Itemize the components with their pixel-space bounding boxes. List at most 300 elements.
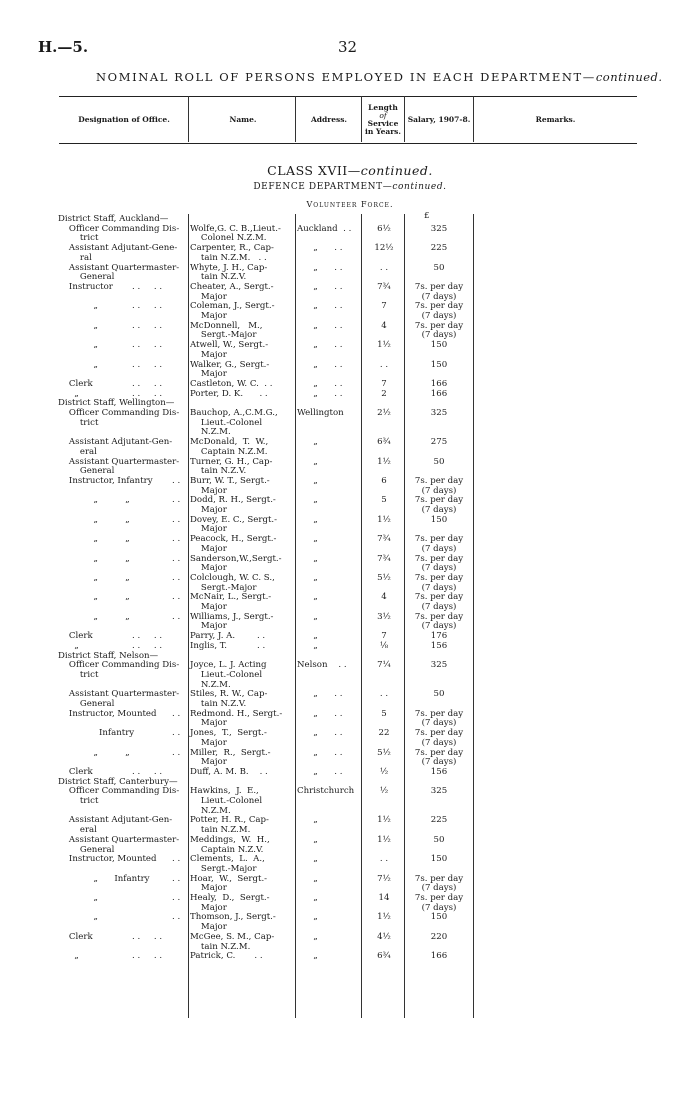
name-cell: Duff, A. M. B. . . [190,766,268,777]
length-of-service-cell: 14 [378,893,390,903]
name-cell: Porter, D. K. . . [190,388,268,399]
address-cell: „ [297,893,318,903]
designation-cell: eral [58,825,97,836]
salary-cell: (7 days) [421,883,457,894]
designation-cell: Clerk [58,631,93,642]
length-of-service-cell: 7¼ [377,660,391,671]
salary-cell: 7s. per day [414,572,464,583]
salary-cell: 50 [433,456,445,467]
name-cell: Hoar, W., Sergt.- [190,873,268,884]
col-length-line1: Length [368,103,398,113]
address-cell: „ [297,514,318,525]
designation-cell: Assistant Quartermaster- [58,262,180,273]
leader-dots: . . [172,893,181,903]
name-cell: Inglis, T. . . [190,640,266,651]
salary-cell: 225 [430,243,448,254]
name-cell: Atwell, W., Sergt.- [190,340,269,351]
name-cell: Major [190,602,227,612]
designation-cell: „ [58,320,98,331]
address-cell: Auckland . . [297,223,352,234]
name-cell: Meddings, W. H., [190,834,270,845]
address-cell: „ [297,534,318,545]
designation-cell: trict [58,669,99,680]
name-cell: tain N.Z.M. [190,941,251,952]
length-of-service-cell: 3½ [377,611,391,622]
address-cell: „ . . [297,689,343,700]
length-of-service-cell: 1½ [377,912,391,923]
salary-cell: 7s. per day [414,708,464,719]
designation-cell: „ Infantry [58,873,150,884]
designation-cell: Assistant Quartermaster- [58,456,180,467]
salary-cell: 220 [430,931,448,942]
name-cell: Captain N.Z.V. [190,844,264,855]
designation-cell: Infantry [58,728,135,739]
col-salary: Salary, 1907-8. [407,115,471,125]
name-cell: Major [190,369,227,380]
name-cell: McNair, L., Sergt.- [190,592,272,603]
address-cell: „ [297,437,318,448]
designation-cell: Assistant Adjutant-Gene- [58,243,178,254]
address-cell: „ [297,873,318,884]
length-of-service-cell: 5 [381,495,387,506]
leader-dots: . . [172,553,181,564]
address-cell: „ [297,592,318,603]
salary-cell: (7 days) [421,505,457,515]
salary-cell: (7 days) [421,291,457,302]
length-of-service-cell: 7 [381,301,387,312]
designation-cell: General [58,699,115,709]
page-number: 32 [338,38,358,56]
force-title: Volunteer Force. [306,200,394,209]
rule-body-5 [473,214,474,1018]
class-title-continued: continued. [360,163,433,178]
designation-cell: District Staff, Auckland— [58,214,169,224]
length-of-service-cell: 1½ [377,456,391,467]
address-cell: „ [297,572,318,583]
designation-cell: „ „ [58,534,130,545]
address-cell: „ [297,912,318,923]
length-of-service-cell: 6¾ [377,951,391,962]
salary-cell: 7s. per day [414,747,464,758]
name-cell: Major [190,621,227,632]
name-cell: Major [190,349,227,360]
col-length-line2: of [379,111,387,121]
section-reference: H.—5. [38,38,89,56]
length-of-service-cell: 6 [381,475,387,486]
name-cell: Potter, H. R., Cap- [190,815,269,826]
designation-cell: „ [58,951,79,962]
name-cell: tain N.Z.V. [190,466,247,477]
name-cell: tain N.Z.M. [190,825,251,836]
col-length-line4: in Years. [364,126,402,136]
leader-dots: . . . . [132,378,163,389]
name-cell: Whyte, J. H., Cap- [190,262,268,273]
name-cell: Sergt.-Major [190,330,257,341]
address-cell: „ . . [297,766,343,777]
address-cell: Nelson . . [297,660,347,671]
length-of-service-cell: 5½ [377,747,391,758]
salary-cell: 7s. per day [414,873,464,884]
name-cell: McDonnell, M., [190,320,263,331]
name-cell: Clements, L. A., [190,854,265,865]
name-cell: Major [190,902,227,913]
designation-cell: Officer Commanding Dis- [58,223,180,234]
name-cell: Major [190,757,227,768]
salary-cell: 150 [430,340,448,351]
name-cell: tain N.Z.M. . . [190,252,267,263]
address-cell: „ . . [297,281,343,292]
salary-cell: 7s. per day [414,495,464,506]
leader-dots: . . [172,514,181,525]
leader-dots: . . . . [132,951,163,962]
name-cell: Major [190,737,227,748]
rule-body-2 [295,214,296,1018]
currency-symbol: £ [424,211,430,221]
length-of-service-cell: 5 [381,708,387,719]
name-cell: Coleman, J., Sergt.- [190,301,275,312]
address-cell: „ [297,456,318,467]
designation-cell: „ [58,893,98,903]
roll-title [96,70,663,84]
designation-cell: „ „ [58,514,130,525]
address-cell: Christchurch [297,786,355,797]
length-of-service-cell: 4 [381,320,387,331]
salary-cell: 7s. per day [414,893,464,903]
address-cell: „ [297,475,318,486]
leader-dots: . . [172,873,181,884]
name-cell: Castleton, W. C. . . [190,378,273,389]
salary-cell: (7 days) [421,543,457,554]
length-of-service-cell: 7¾ [377,281,391,292]
class-title [0,163,700,178]
address-cell: „ . . [297,243,343,254]
name-cell: Colclough, W. C. S., [190,572,275,583]
name-cell: N.Z.M. [190,805,231,816]
name-cell: Sanderson,W.,Sergt.- [190,553,282,564]
salary-cell: (7 days) [421,311,457,321]
salary-cell: 150 [430,359,448,370]
name-cell: N.Z.M. [190,427,231,438]
rule-header-3 [361,96,362,142]
length-of-service-cell: 12½ [374,243,394,254]
designation-cell: „ „ [58,572,130,583]
designation-cell: „ „ [58,553,130,564]
salary-cell: 50 [433,262,445,273]
name-cell: tain N.Z.V. [190,272,247,283]
address-cell: „ . . [297,728,343,739]
salary-cell: 325 [430,660,448,671]
leader-dots: . . [172,708,181,719]
address-cell: „ [297,931,318,942]
salary-cell: (7 days) [421,602,457,612]
salary-cell: 7s. per day [414,301,464,312]
length-of-service-cell: 2½ [377,408,391,418]
length-of-service-cell: ⅛ [379,640,389,651]
leader-dots: . . . . [132,340,163,351]
name-cell: Stiles, R. W., Cap- [190,689,268,700]
address-cell: „ [297,495,318,506]
address-cell: „ [297,951,318,962]
designation-cell: „ „ [58,592,130,603]
designation-cell: Instructor, Mounted [58,854,157,865]
department-title-main: DEFENCE DEPARTMENT— [253,182,393,192]
salary-cell: (7 days) [421,485,457,496]
length-of-service-cell: 7¾ [377,534,391,545]
leader-dots: . . . . [132,281,163,292]
address-cell: „ [297,815,318,826]
length-of-service-cell: 7 [381,631,387,642]
designation-cell: Instructor, Infantry [58,475,153,486]
salary-cell: 275 [430,437,448,448]
name-cell: Major [190,524,227,535]
name-cell: Bauchop, A.,C.M.G., [190,408,278,418]
length-of-service-cell: . . [379,854,389,865]
leader-dots: . . . . [132,359,163,370]
name-cell: Williams, J., Sergt.- [190,611,274,622]
roll-title-continued: continued. [595,70,663,84]
rule-header-1 [188,96,189,142]
salary-cell: 7s. per day [414,281,464,292]
designation-cell: General [58,272,115,283]
designation-cell: „ „ [58,495,130,506]
salary-cell: 166 [430,951,448,962]
address-cell: „ . . [297,301,343,312]
designation-cell: Assistant Adjutant-Gen- [58,815,173,826]
leader-dots: . . . . [132,931,163,942]
leader-dots: . . [172,747,181,758]
salary-cell: 156 [430,640,448,651]
salary-cell: 7s. per day [414,320,464,331]
length-of-service-cell: ½ [379,766,389,777]
name-cell: Captain N.Z.M. [190,446,268,457]
designation-cell: trict [58,233,99,244]
length-of-service-cell: ½ [379,786,389,797]
address-cell: „ . . [297,359,343,370]
designation-cell: District Staff, Nelson— [58,650,159,661]
address-cell: „ . . [297,747,343,758]
salary-cell: 7s. per day [414,553,464,564]
designation-cell: Officer Commanding Dis- [58,786,180,797]
designation-cell: Officer Commanding Dis- [58,408,180,418]
length-of-service-cell: 4½ [377,931,391,942]
name-cell: Major [190,563,227,574]
name-cell: Healy, D., Sergt.- [190,893,270,903]
salary-cell: 50 [433,834,445,845]
address-cell: „ . . [297,708,343,719]
address-cell: Wellington [297,408,344,418]
salary-cell: 176 [430,631,448,642]
address-cell: „ [297,640,318,651]
designation-cell: trict [58,417,99,428]
length-of-service-cell: 22 [378,728,390,739]
length-of-service-cell: 6¾ [377,437,391,448]
salary-cell: (7 days) [421,737,457,748]
designation-cell: „ [58,912,98,923]
length-of-service-cell: 2 [381,388,387,399]
designation-cell: „ [58,388,79,399]
col-remarks: Remarks. [535,115,576,125]
length-of-service-cell: 4 [381,592,387,603]
salary-cell: (7 days) [421,563,457,574]
length-of-service-cell: 1½ [377,834,391,845]
salary-cell: (7 days) [421,718,457,729]
class-title-main: CLASS XVII— [267,163,361,178]
leader-dots: . . [172,912,181,923]
salary-cell: (7 days) [421,757,457,768]
name-cell: Major [190,883,227,894]
name-cell: Thomson, J., Sergt.- [190,912,276,923]
salary-cell: 166 [430,378,448,389]
name-cell: Lieut.-Colonel [190,669,263,680]
salary-cell: (7 days) [421,582,457,593]
address-cell: „ . . [297,388,343,399]
rule-header-2 [295,96,296,142]
designation-cell: District Staff, Wellington— [58,398,175,409]
name-cell: tain N.Z.V. [190,699,247,709]
designation-cell: „ „ [58,611,130,622]
designation-cell: General [58,844,115,855]
salary-cell: 50 [433,689,445,700]
name-cell: Sergt.-Major [190,863,257,874]
name-cell: Redmond. H., Sergt.- [190,708,283,719]
address-cell: „ . . [297,320,343,331]
col-length-line3: Service [367,119,399,128]
salary-cell: 150 [430,854,448,865]
leader-dots: . . [172,611,181,622]
table-header [59,96,637,144]
salary-cell: 225 [430,815,448,826]
designation-cell: ral [58,252,92,263]
salary-cell: 7s. per day [414,611,464,622]
name-cell: Walker, G., Sergt.- [190,359,270,370]
rule-body-3 [361,214,362,1018]
length-of-service-cell: 6½ [377,223,391,234]
name-cell: Dovey, E. C., Sergt.- [190,514,278,525]
address-cell: „ [297,553,318,564]
name-cell: Dodd, R. H., Sergt.- [190,495,276,506]
salary-cell: 150 [430,514,448,525]
salary-cell: (7 days) [421,330,457,341]
rule-body-1 [188,214,189,1018]
name-cell: Major [190,543,227,554]
salary-cell: 7s. per day [414,475,464,486]
address-cell: „ . . [297,378,343,389]
address-cell: „ [297,611,318,622]
designation-cell: Assistant Quartermaster- [58,834,180,845]
name-cell: Joyce, L. J. Acting [190,660,267,671]
col-address: Address. [310,115,348,125]
name-cell: McDonald, T. W., [190,437,269,448]
designation-cell: Assistant Adjutant-Gen- [58,437,173,448]
leader-dots: . . . . [132,766,163,777]
name-cell: Major [190,922,227,933]
leader-dots: . . . . [132,301,163,312]
leader-dots: . . [172,728,181,739]
address-cell: „ [297,631,318,642]
address-cell: „ [297,854,318,865]
designation-cell: „ [58,359,98,370]
name-cell: Miller, R., Sergt.- [190,747,271,758]
length-of-service-cell: 5½ [377,572,391,583]
name-cell: Turner, G. H., Cap- [190,456,273,467]
address-cell: „ [297,834,318,845]
name-cell: Colonel N.Z.M. [190,233,267,244]
name-cell: Jones, T., Sergt.- [190,728,267,739]
salary-cell: 7s. per day [414,592,464,603]
name-cell: Major [190,485,227,496]
designation-cell: „ [58,301,98,312]
length-of-service-cell: 7¾ [377,553,391,564]
address-cell: „ . . [297,340,343,351]
address-cell: „ . . [297,262,343,273]
designation-cell: Officer Commanding Dis- [58,660,180,671]
leader-dots: . . [172,592,181,603]
salary-cell: 166 [430,388,448,399]
salary-cell: 325 [430,223,448,234]
leader-dots: . . . . [132,320,163,331]
name-cell: Lieut.-Colonel [190,417,263,428]
name-cell: Parry, J. A. . . [190,631,266,642]
roll-title-main: NOMINAL ROLL OF PERSONS EMPLOYED IN EACH DEPARTMENT— [96,70,596,84]
leader-dots: . . [172,475,181,486]
salary-cell: 7s. per day [414,728,464,739]
name-cell: Major [190,505,227,515]
salary-cell: 150 [430,912,448,923]
length-of-service-cell: . . [379,359,389,370]
length-of-service-cell: 1½ [377,815,391,826]
designation-cell: Clerk [58,766,93,777]
rule-header-4 [404,96,405,142]
salary-cell: (7 days) [421,902,457,913]
designation-cell: eral [58,446,97,457]
name-cell: Cheater, A., Sergt.- [190,281,274,292]
salary-cell: 325 [430,408,448,418]
designation-cell: „ „ [58,747,130,758]
name-cell: Major [190,718,227,729]
designation-cell: „ [58,640,79,651]
name-cell: Lieut.-Colonel [190,796,263,806]
leader-dots: . . [172,572,181,583]
name-cell: Major [190,311,227,321]
length-of-service-cell: . . [379,689,389,700]
designation-cell: District Staff, Canterbury— [58,776,178,787]
designation-cell: trict [58,796,99,806]
designation-cell: Clerk [58,931,93,942]
name-cell: Major [190,291,227,302]
name-cell: Hawkins, J. E., [190,786,259,797]
name-cell: Patrick, C. . . [190,951,263,962]
designation-cell: „ [58,340,98,351]
rule-header-5 [473,96,474,142]
name-cell: McGee, S. M., Cap- [190,931,275,942]
col-length [362,97,404,143]
length-of-service-cell: 1½ [377,514,391,525]
name-cell: Wolfe,G. C. B.,Lieut.- [190,223,281,234]
salary-cell: (7 days) [421,621,457,632]
name-cell: Carpenter, R., Cap- [190,243,274,254]
leader-dots: . . . . [132,640,163,651]
salary-cell: 7s. per day [414,534,464,545]
name-cell: Sergt.-Major [190,582,257,593]
leader-dots: . . . . [132,388,163,399]
length-of-service-cell: 7 [381,378,387,389]
rule-body-4 [404,214,405,1018]
leader-dots: . . [172,495,181,506]
name-cell: Peacock, H., Sergt.- [190,534,277,545]
designation-cell: General [58,466,115,477]
salary-cell: 325 [430,786,448,797]
length-of-service-cell: . . [379,262,389,273]
